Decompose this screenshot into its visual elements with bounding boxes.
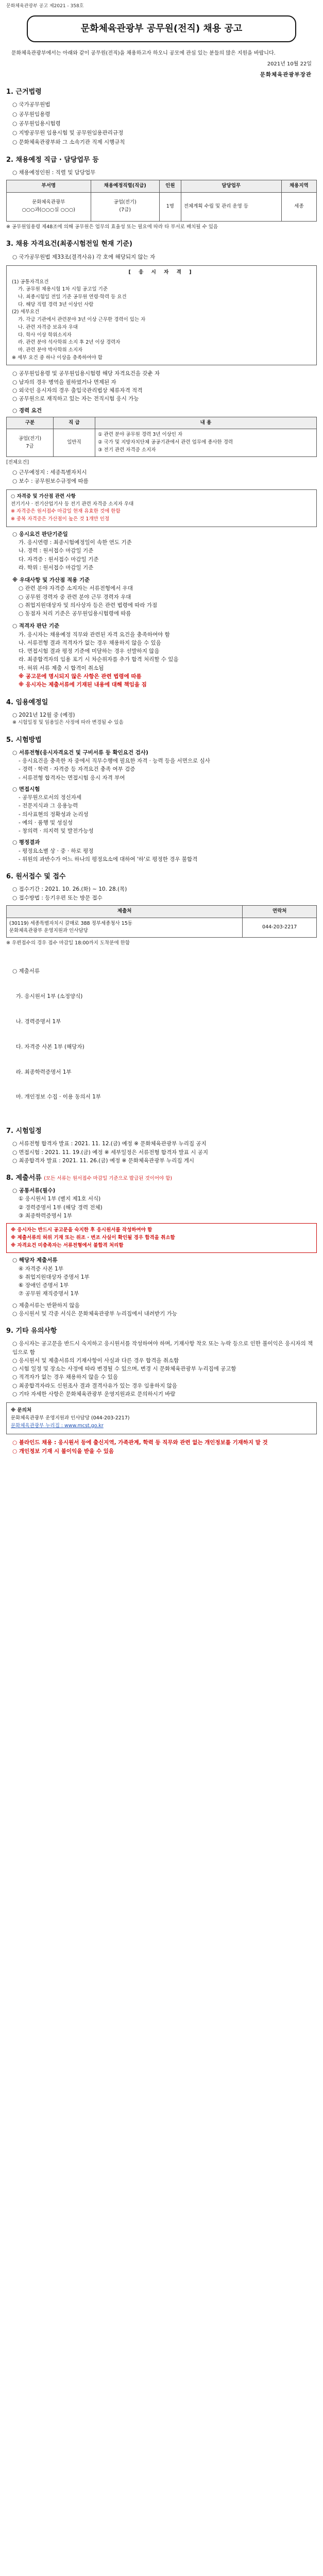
list-item: ○ 문화체육관광부와 그 소속기관 직제 시행규칙 <box>12 139 125 146</box>
list-item: ○ 국가공무원법 <box>12 101 50 108</box>
list-item: ○ 최종합격자 발표 : 2021. 11. 26.(금) 예정 ※ 문화체육관광부 누리집 게시 <box>12 1157 195 1164</box>
table-header: 구분 <box>7 417 54 429</box>
box-line: 나. 최종시험일 전일 기준 공무원 연령·학력 등 요건 <box>18 294 127 300</box>
contact-line: 문화체육관광부 운영지원과 인사담당 (044-203-2217) <box>11 1415 130 1421</box>
table-cell: 공업(전기) (7급) <box>91 192 159 221</box>
box-line: ※ 세부 요건 중 하나 이상을 충족하여야 함 <box>12 354 103 361</box>
list-item: - 응시요건을 충족한 자 중에서 직무수행에 필요한 자격 · 능력 등을 서면으로 심사 <box>19 758 210 765</box>
list-item: 다. 면접시험 결과 평정 기준에 미달하는 경우 선발하지 않음 <box>19 648 160 655</box>
list-item: - 공무원으로서의 정신자세 <box>19 794 82 801</box>
list-item: ○ 적격자가 없는 경우 채용하지 않을 수 있음 <box>12 1374 118 1381</box>
contact-title: ※ 문의처 <box>11 1408 32 1414</box>
list-item: ○ 응시자는 공고문을 반드시 숙지하고 응시원서를 작성하여야 하며, 기재사항 착오 또는 누락 등으로 인한 불이익은 응시자의 책임으로 함 <box>12 1341 313 1355</box>
certificate-box <box>6 489 317 527</box>
table-header: 연락처 <box>243 905 317 918</box>
footnote: ※ 우편접수의 경우 접수 마감일 18:00까지 도착분에 한함 <box>6 940 130 946</box>
box-line: (2) 세부요건 <box>12 309 40 315</box>
warning-line: ※ 자격요건 미충족자는 서류전형에서 불합격 처리함 <box>11 1242 124 1248</box>
section-heading: 3. 채용 자격요건(최종시험전일 현재 기준) <box>6 240 132 248</box>
intro-text: 문화체육관광부에서는 아래와 같이 공무원(전직)을 채용하고자 하오니 공모에 관심 있는 분들의 많은 지원을 바랍니다. <box>11 50 276 56</box>
list-item: 가. 응시연령 : 최종시험예정일이 속한 연도 기준 <box>19 539 132 546</box>
table-header: 직 급 <box>54 417 95 429</box>
list-item: ○ 공무원 경력자 중 관련 분야 근무 경력자 우대 <box>19 594 131 600</box>
list-item: ○ 동점자 처리 기준은 공무원임용시험령에 따름 <box>19 611 131 617</box>
issuing-org: 문화체육관광부장관 <box>260 71 312 78</box>
box-line: (1) 공통자격요건 <box>12 279 49 285</box>
list-item: 가. 응시자는 채용예정 직무와 관련된 자격 요건을 충족하여야 함 <box>19 631 170 638</box>
box-line: 라. 관련 분야 석사학위 소지 후 2년 이상 경력자 <box>18 340 121 346</box>
list-item: 나. 경력증명서 1부 <box>12 1018 61 1025</box>
list-item: ○ 최종합격자라도 신원조사 결과 결격사유가 있는 경우 임용하지 않음 <box>12 1382 177 1389</box>
list-item: ※ 시험일정 및 임용일은 사정에 따라 변경될 수 있음 <box>12 719 124 725</box>
list-item: ○ 시험 일정 및 장소는 사정에 따라 변경될 수 있으며, 변경 시 문화체육관광부 누리집에 공고함 <box>12 1366 236 1372</box>
box-title: [ 응 시 자 격 ] <box>128 269 195 275</box>
requirement-line: ○ 근무예정지 : 세종특별자치시 <box>12 469 87 476</box>
requirement-line: ○ 국가공무원법 제33조(결격사유) 각 호에 해당되지 않는 자 <box>12 253 156 260</box>
warning-line: ※ 응시자는 반드시 공고문을 숙지한 후 응시원서를 작성하여야 함 <box>11 1227 152 1233</box>
warning-line: ○ 블라인드 채용 : 응시원서 등에 출신지역, 가족관계, 학력 등 직무와 관련 없는 개인정보를 기재하지 말 것 <box>12 1439 268 1446</box>
list-item: 가. 응시원서 1부 (소정양식) <box>12 993 83 1000</box>
list-item: 다. 자격증 사본 1부 (해당자) <box>12 1043 84 1050</box>
law-list <box>6 100 317 146</box>
list-item: ○ 접수기간 : 2021. 10. 26.(화) ~ 10. 28.(목) <box>12 886 127 893</box>
section-heading: 9. 기타 유의사항 <box>6 1327 57 1335</box>
list-item: ○ 2021년 12월 중 (예정) <box>12 711 75 718</box>
career-table <box>6 417 317 457</box>
requirement-line: ○ 남자의 경우 병역을 필하였거나 면제된 자 <box>12 379 116 385</box>
list-item: 나. 경력 : 원서접수 마감일 기준 <box>19 548 94 554</box>
list-item: - 경력 · 학력 · 자격증 등 자격요건 충족 여부 검증 <box>19 766 135 773</box>
list-item: 마. 허위 서류 제출 시 합격이 취소됨 <box>19 665 104 671</box>
table-header: 채용지역 <box>281 180 316 192</box>
position-table <box>6 180 317 222</box>
list-item: ○ 서류전형 합격자 발표 : 2021. 11. 12.(금) 예정 ※ 문화체육관광부 누리집 공지 <box>12 1141 207 1147</box>
section-heading: 2. 채용예정 직급 · 담당업무 등 <box>6 156 99 164</box>
list-item: ○ 공무원임용시험령 <box>12 120 61 127</box>
box-line: 나. 관련 자격증 보유자 우대 <box>18 324 78 330</box>
list-item: - 위원의 과반수가 어느 하나의 평정요소에 대하여 '하'로 평정한 경우 불합격 <box>19 856 198 862</box>
list-item: ④ 자격증 사본 1부 <box>19 1265 63 1272</box>
warning-box <box>6 1223 317 1253</box>
page-title: 문화체육관광부 공무원(전직) 채용 공고 <box>27 15 296 42</box>
document-list <box>6 951 317 1118</box>
list-item: ⑦ 공무원 재직증명서 1부 <box>19 1291 79 1297</box>
box-title: ○ 자격증 및 가산점 관련 사항 <box>11 493 76 499</box>
qualification-box <box>6 265 317 366</box>
box-line: ※ 중복 자격증은 가산점이 높은 것 1개만 인정 <box>11 516 110 522</box>
box-line: 마. 관련 분야 박사학위 소지자 <box>18 347 83 353</box>
list-item: - 창의력 · 의지력 및 발전가능성 <box>19 828 94 835</box>
list-item: ② 경력증명서 1부 (해당 경력 전체) <box>19 1204 103 1211</box>
subtitle: ○ 채용예정인원 : 직렬 및 담당업무 <box>12 169 96 176</box>
list-item: 라. 최종합격자의 임용 포기 시 차순위자를 추가 합격 처리할 수 있음 <box>19 656 179 663</box>
career-title: ○ 경력 요건 <box>12 407 42 414</box>
list-item: ○ 면접시험 : 2021. 11. 19.(금) 예정 ※ 세부일정은 서류전형 합격자 발표 시 공지 <box>12 1149 208 1156</box>
list-item: ⑥ 장애인 증명서 1부 <box>19 1282 69 1289</box>
box-line: 가. 공무원 채용시험 1차 시험 공고일 기준 <box>18 286 108 293</box>
table-header: 채용예정직렬(직급) <box>91 180 159 192</box>
box-line: 전기기사 · 전기산업기사 등 전기 관련 자격증 소지자 우대 <box>11 501 134 507</box>
table-header: 제출처 <box>7 905 243 918</box>
section-heading: 5. 시험방법 <box>6 736 42 744</box>
table-header: 내 용 <box>95 417 317 429</box>
table-header: 담당업무 <box>181 180 281 192</box>
footnote: ※ 공무원임용령 제48조에 의해 공무원은 업무의 효율성 또는 필요에 따라 타 부서로 배치될 수 있음 <box>6 224 218 230</box>
table-cell: 일반직 <box>54 429 95 456</box>
list-item: ○ 취업지원대상자 및 의사상자 등은 관련 법령에 따라 가점 <box>19 602 158 608</box>
subheading: ○ 응시요건 판단기준일 <box>12 531 68 537</box>
section-title: 8. 제출서류 <box>6 1174 42 1182</box>
box-line: ※ 자격증은 원서접수 마감일 현재 유효한 것에 한함 <box>11 509 121 515</box>
section-heading: 7. 시험일정 <box>6 1127 42 1136</box>
list-item: ③ 최종학력증명서 1부 <box>19 1213 72 1219</box>
subheading: ※ 우대사항 및 가산점 적용 기준 <box>12 577 90 584</box>
list-item: ○ 접수방법 : 등기우편 또는 방문 접수 <box>12 894 103 901</box>
section-note: (모든 서류는 원서접수 마감일 기준으로 발급된 것이어야 함) <box>44 1176 173 1182</box>
warning-line: ※ 응시자는 제출서류에 기재된 내용에 대해 책임을 짐 <box>19 682 147 688</box>
subheading: ○ 평정결과 <box>12 839 40 846</box>
table-cell: ① 관련 분야 공무원 경력 3년 이상인 자 ② 국가 및 지방자치단체 공공기관에서 관련 업무에 종사한 경력 ③ 전기 관련 자격증 소지자 <box>95 429 317 456</box>
warning-line: ※ 공고문에 명시되지 않은 사항은 관련 법령에 따름 <box>19 673 142 680</box>
table-cell: 044-203-2217 <box>243 918 317 937</box>
list-item: ① 응시원서 1부 (별지 제1호 서식) <box>19 1196 101 1202</box>
requirement-line: ○ 보수 : 공무원보수규정에 따름 <box>12 478 89 484</box>
subheading: ○ 서류전형(응시자격요건 및 구비서류 등 확인요건 검사) <box>12 749 148 756</box>
subheading: ○ 해당자 제출서류 <box>12 1257 58 1264</box>
list-item: ⑤ 취업지원대상자 증명서 1부 <box>19 1274 90 1280</box>
contact-link[interactable]: 문화체육관광부 누리집 : www.mcst.go.kr <box>11 1422 104 1429</box>
list-item: ○ 제출서류는 반환하지 않음 <box>12 1302 80 1309</box>
list-item: 다. 자격증 : 원서접수 마감일 기준 <box>19 556 99 563</box>
section-heading: 6. 원서접수 및 접수 <box>6 873 66 881</box>
section-heading <box>6 1173 317 1183</box>
contact-box <box>6 1402 317 1434</box>
list-item: 마. 개인정보 수집 · 이용 동의서 1부 <box>12 1094 101 1100</box>
list-item: 라. 학위 : 원서접수 마감일 기준 <box>19 564 94 571</box>
warning-line: ※ 제출서류의 허위 기재 또는 위조 · 변조 사실이 확인될 경우 합격을 취소함 <box>11 1234 175 1241</box>
list-item: 나. 서류전형 결과 적격자가 없는 경우 채용하지 않을 수 있음 <box>19 639 161 646</box>
subheading: ○ 공통서류(필수) <box>12 1188 56 1194</box>
list-item: ○ 공무원임용령 <box>12 111 50 117</box>
requirement-line: ○ 공무원임용령 및 공무원임용시험령 해당 자격요건을 갖춘 자 <box>12 370 160 377</box>
list-item: ○ 응시원서 및 제출서류의 기재사항이 사실과 다른 경우 합격을 취소함 <box>12 1357 179 1364</box>
subheading: ○ 적격자 판단 기준 <box>12 623 60 630</box>
box-line: 다. 학사 이상 학위소지자 <box>18 332 72 338</box>
requirement-line: ○ 공무원으로 재직하고 있는 자는 전직시험 응시 가능 <box>12 396 139 402</box>
section-heading: 4. 임용예정일 <box>6 698 48 706</box>
table-note: [전체요건] <box>6 459 29 465</box>
list-item: - 전문지식과 그 응용능력 <box>19 803 78 809</box>
table-cell: 문화체육관광부 ○○○과(○○○실 ○○○) <box>7 192 91 221</box>
box-line: 가. 각급 기관에서 관련분야 3년 이상 근무한 경력이 있는 자 <box>18 317 146 323</box>
list-item: ○ 관련 분야 자격증 소지자는 서류전형에서 우대 <box>19 585 133 592</box>
notice-date: 2021년 10월 22일 <box>267 61 312 67</box>
table-header: 부서명 <box>7 180 91 192</box>
table-cell: 세종 <box>281 192 316 221</box>
table-header: 인원 <box>159 180 181 192</box>
list-item: ○ 제출서류 <box>12 968 40 975</box>
requirement-line: ○ 외국인 응시자의 경우 출입국관리법상 체류자격 적격 <box>12 387 143 394</box>
list-item: ○ 기타 자세한 사항은 문화체육관광부 운영지원과로 문의하시기 바람 <box>12 1391 176 1398</box>
list-item: ○ 지방공무원 임용시험 및 공무원임용관리규정 <box>12 130 124 137</box>
list-item: - 예의 · 품행 및 성실성 <box>19 819 73 826</box>
submission-table <box>6 905 317 938</box>
section-heading: 1. 근거법령 <box>6 88 42 96</box>
table-cell: 전체계획 수립 및 관리 운영 등 <box>181 192 281 221</box>
list-item: ○ 응시원서 및 각종 서식은 문화체육관광부 누리집에서 내려받기 가능 <box>12 1311 177 1317</box>
table-cell: 1명 <box>159 192 181 221</box>
table-cell: (30119) 세종특별자치시 갈매로 388 정부세종청사 15동 문화체육관광부 운영지원과 인사담당 <box>7 918 243 937</box>
box-line: 다. 해당 직렬 경력 3년 이상인 사람 <box>18 301 94 308</box>
list-item: 라. 최종학력증명서 1부 <box>12 1069 72 1075</box>
list-item: - 서류전형 합격자는 면접시험 응시 자격 부여 <box>19 774 125 781</box>
warning-line: ○ 개인정보 기재 시 불이익을 받을 수 있음 <box>12 1448 114 1454</box>
subheading: ○ 면접시험 <box>12 786 40 792</box>
table-cell: 공업(전기) 7급 <box>7 429 54 456</box>
notice-number: 문화체육관광부 공고 제2021 - 358호 <box>6 4 84 9</box>
list-item: - 의사표현의 정확성과 논리성 <box>19 811 89 818</box>
list-item: - 평정요소별 상 · 중 · 하로 평정 <box>19 848 94 854</box>
document-page <box>6 0 317 1455</box>
